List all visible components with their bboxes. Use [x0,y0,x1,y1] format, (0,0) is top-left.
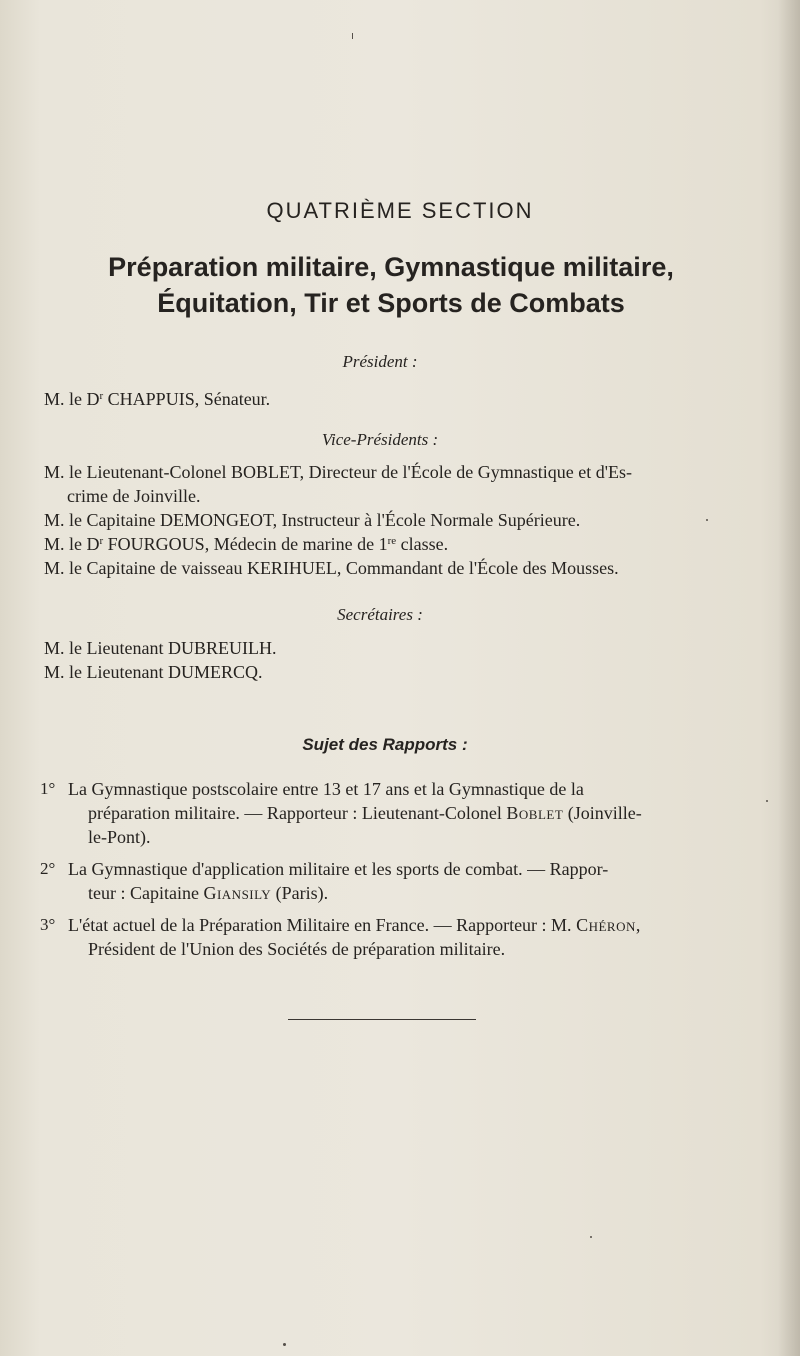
scan-speck [706,519,708,521]
report-1-place: (Joinville- [563,803,642,823]
vice-president-1-line-1: M. le Lieutenant-Colonel BOBLET, Directeur de l'École de Gymnastique et d'Es- [44,462,632,482]
president-name: CHAPPUIS, Sénateur. [103,389,271,409]
vice-president-2: M. le Capitaine DEMONGEOT, Instructeur à l'École Normale Supérieure. [44,510,581,530]
scan-speck [766,800,768,802]
vice-president-3-sup: r [99,535,104,547]
secretaries-label: Secrétaires : [337,605,423,624]
report-3-text: L'état actuel de la Préparation Militaire en France. — Rapporteur : M. [68,915,577,935]
secretary-1: M. le Lieutenant DUBREUILH. [44,638,277,658]
president-prefix: M. le D [44,389,100,409]
vice-president-3-name: FOURGOUS, Médecin de marine de 1 [103,534,388,554]
vice-president-4: M. le Capitaine de vaisseau KERIHUEL, Commandant de l'École des Mousses. [44,558,619,578]
report-3-line-2: Président de l'Union des Sociétés de préparation militaire. [88,939,506,959]
section-heading: QUATRIÈME SECTION [266,198,534,223]
report-1-number: 1° [40,779,56,798]
vice-president-3 [44,534,448,555]
report-2-line-1: La Gymnastique d'application militaire et les sports de combat. — Rappor- [68,859,609,879]
vice-president-3-end: classe. [396,534,449,554]
vice-president-3-sup2: re [387,535,397,547]
report-2-place: (Paris). [271,883,329,903]
president-label: Président : [342,352,418,371]
scan-speck [590,1236,592,1238]
report-2-number: 2° [40,859,56,878]
report-3-number: 3° [40,915,56,934]
report-1-rapporteur: Boblet [506,803,564,823]
secretary-2: M. le Lieutenant DUMERCQ. [44,662,263,682]
report-1-line-1: La Gymnastique postscolaire entre 13 et 17 ans et la Gymnastique de la [68,779,584,799]
vice-presidents-label: Vice-Présidents : [321,430,439,449]
report-2-text: teur : Capitaine [88,883,204,903]
section-title-line-1: Préparation militaire, Gymnastique militaire, [108,252,674,282]
closing-rule [288,1019,476,1020]
report-3-line-1 [68,915,728,936]
president-sup: r [99,390,104,402]
report-2-rapporteur: Giansily [203,883,272,903]
scan-speck [283,1343,286,1346]
report-2-line-2 [88,883,748,904]
report-3-rapporteur: Chéron [576,915,636,935]
vice-president-3-prefix: M. le D [44,534,100,554]
section-title-line-2: Équitation, Tir et Sports de Combats [157,288,625,318]
report-1-text: préparation militaire. — Rapporteur : Lieutenant-Colonel [88,803,507,823]
president-entry [44,389,270,410]
vice-president-1-line-2: crime de Joinville. [67,486,201,506]
report-1-line-2 [88,803,748,824]
reports-subject-label: Sujet des Rapports : [302,735,468,754]
report-3-comma: , [635,915,641,935]
scan-speck [352,33,353,39]
report-1-line-3: le-Pont). [88,827,151,847]
